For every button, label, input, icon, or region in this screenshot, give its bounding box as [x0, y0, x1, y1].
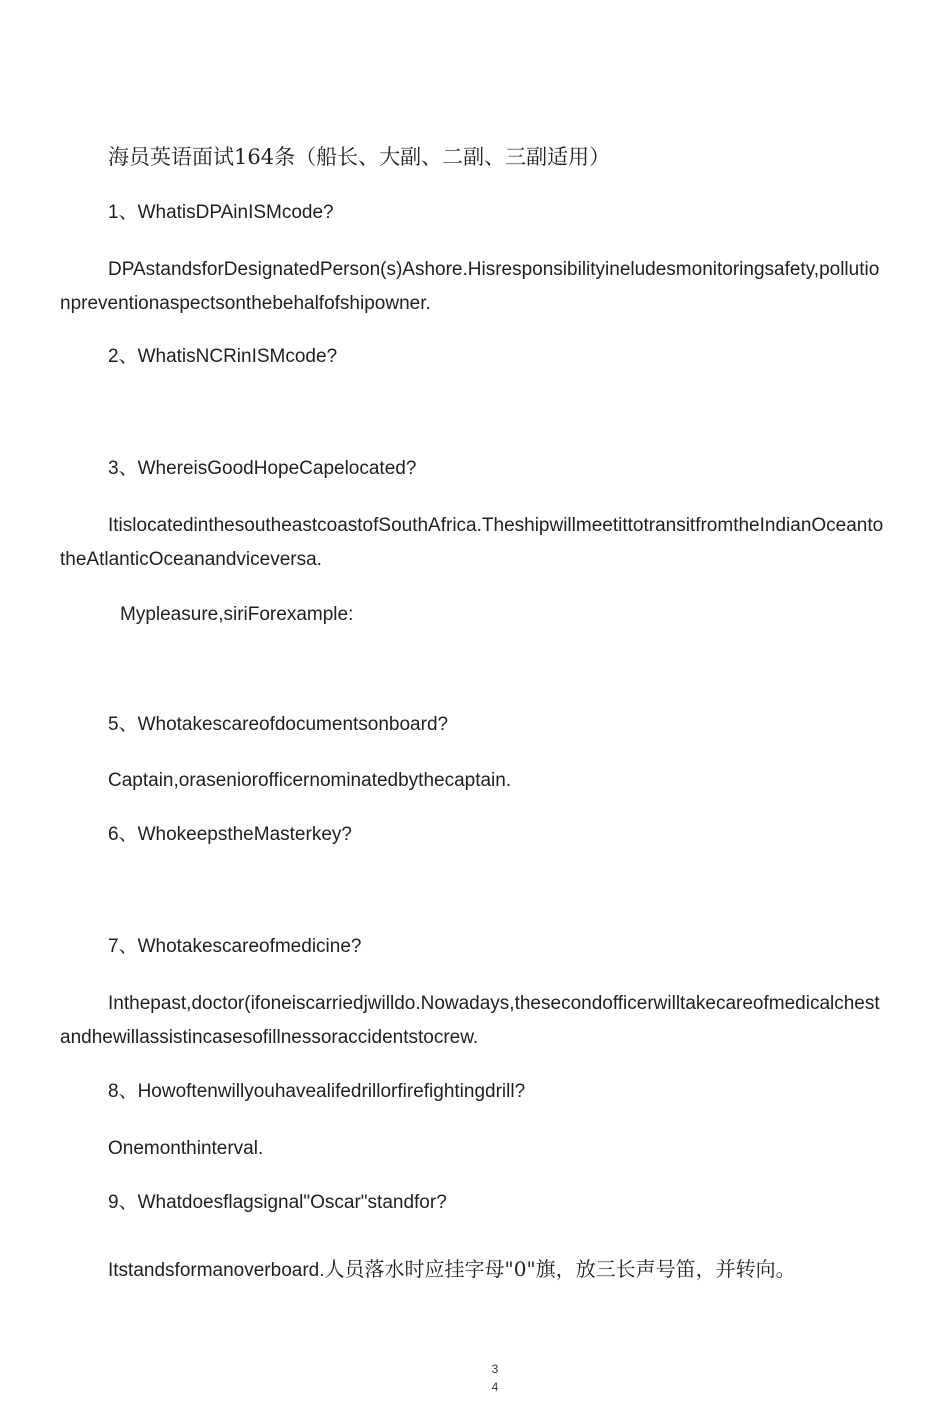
note-line: Mypleasure,siriForexample: — [120, 604, 354, 625]
document-title: 海员英语面试164条（船长、大副、二副、三副适用） — [108, 145, 611, 169]
answer-5: Captain,oraseniorofficernominatedbythecaptain. — [108, 770, 512, 791]
answer-7: Inthepast,doctor(ifoneiscarriedjwilldo.Nowadays,thesecondofficerwilltakecareofmedicalchestandhewillassistincasesofillnessoraccidentstocrew. — [60, 993, 880, 1048]
question-3: 3、WhereisGoodHopeCapelocated? — [108, 458, 417, 479]
answer-1: DPAstandsforDesignatedPerson(s)Ashore.Hisresponsibilityineludesmonitoringsafety,pollutionpreventionaspectsonthebehalfofshipowner. — [60, 259, 880, 314]
answer-8: Onemonthinterval. — [108, 1138, 264, 1159]
page-number-bottom: 4 — [491, 1380, 499, 1394]
answer-9-chinese: 人员落水时应挂字母"0"旗，放三长声号笛，并转向。 — [324, 1257, 796, 1281]
question-1: 1、WhatisDPAinISMcode? — [108, 202, 334, 223]
question-6: 6、WhokeepstheMasterkey? — [108, 824, 352, 845]
question-5: 5、Whotakescareofdocumentsonboard? — [108, 714, 449, 735]
answer-9-english: Itstandsformanoverboard. — [108, 1260, 325, 1281]
question-2: 2、WhatisNCRinISMcode? — [108, 346, 338, 367]
answer-9 — [108, 1252, 888, 1288]
question-7: 7、Whotakescareofmedicine? — [108, 936, 362, 957]
answer-3: ItislocatedinthesoutheastcoastofSouthAfrica.TheshipwillmeetittotransitfromtheIndianOceantotheAtlanticOceanandviceversa. — [60, 515, 884, 570]
question-9: 9、Whatdoesflagsignal"Oscar"standfor? — [108, 1192, 447, 1213]
page-number-top: 3 — [491, 1362, 499, 1376]
question-8: 8、Howoftenwillyouhavealifedrillorfirefightingdrill? — [108, 1081, 526, 1102]
